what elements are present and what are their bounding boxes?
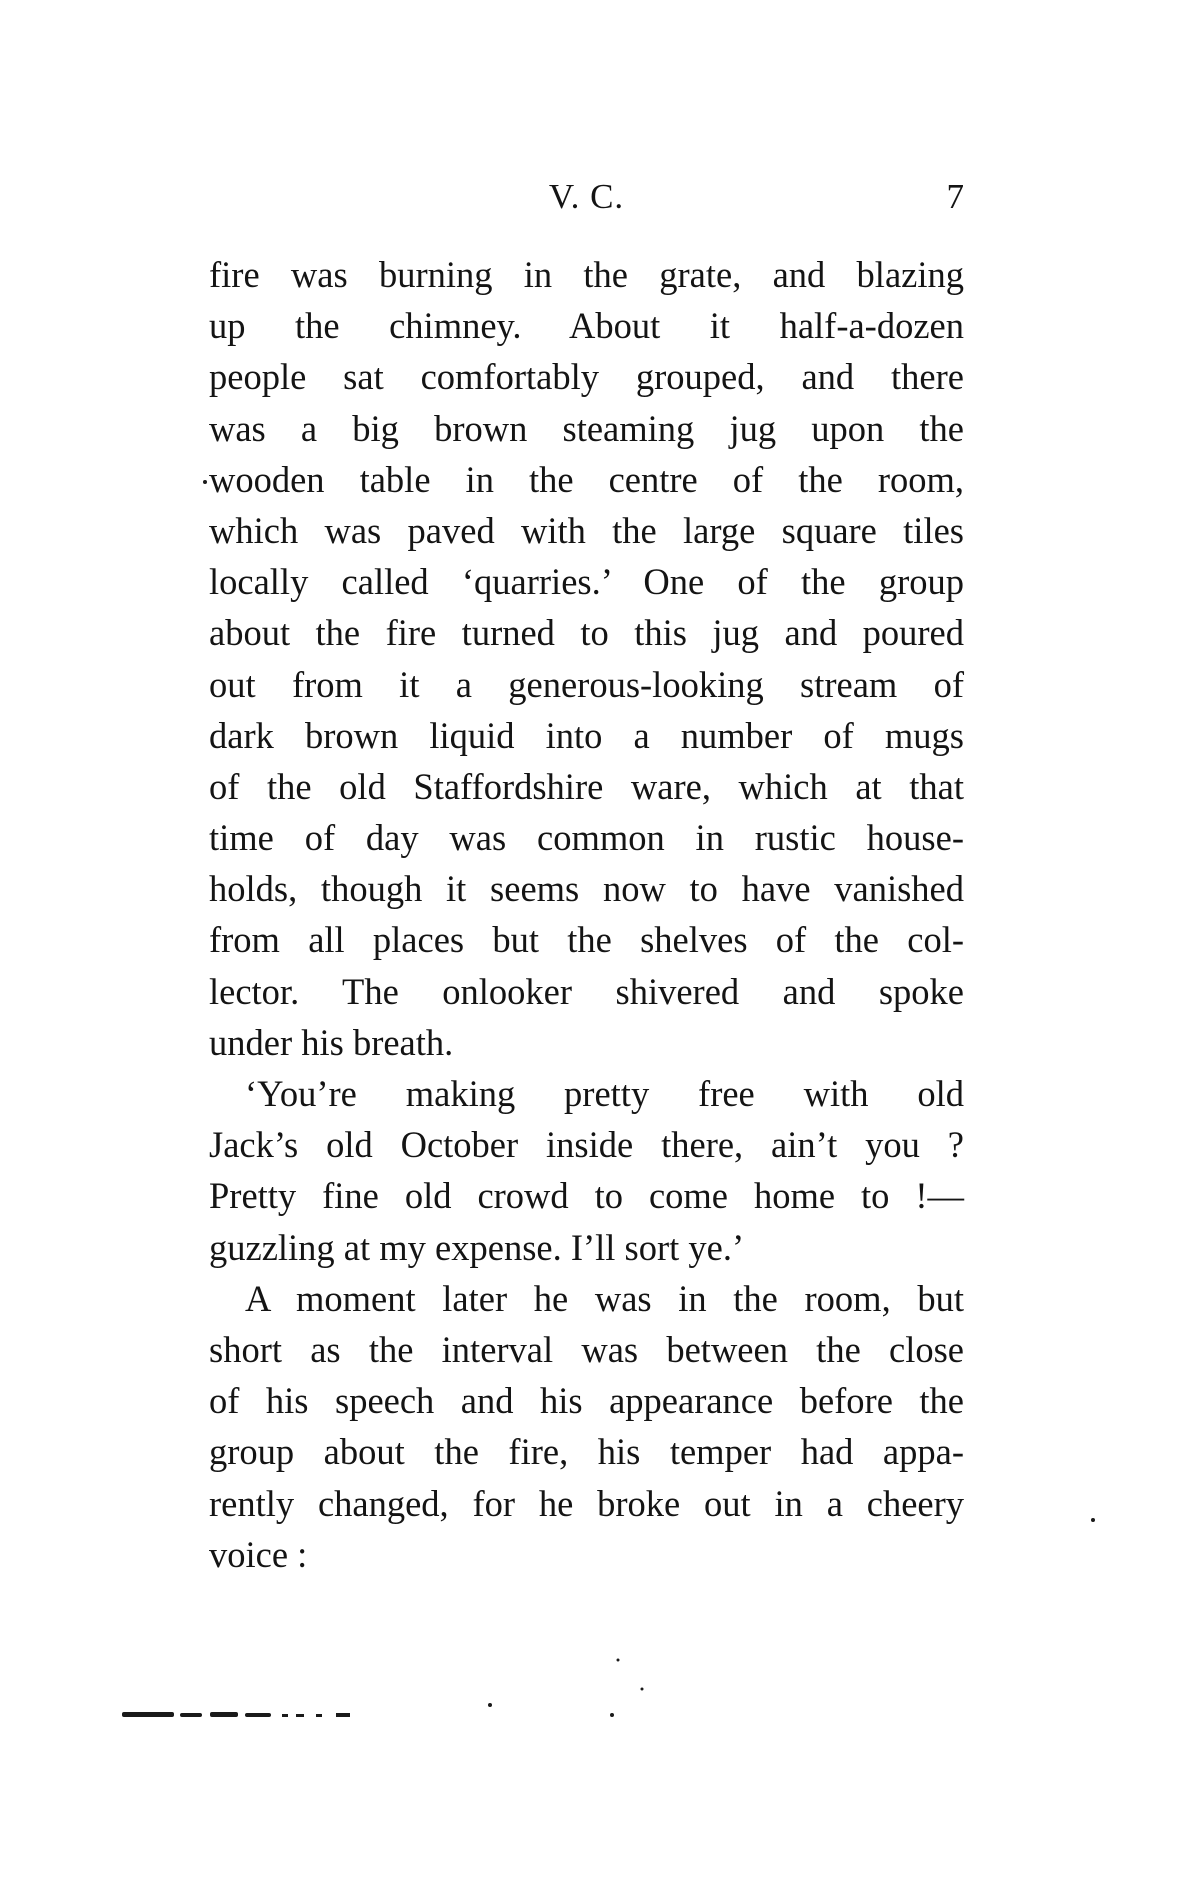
- dust-speck: [488, 1703, 492, 1707]
- running-head: V. C.: [548, 177, 625, 216]
- ink-smudge: [245, 1713, 271, 1717]
- dust-speck: [641, 1688, 644, 1691]
- text-line: time of day was common in rustic house-: [209, 817, 964, 859]
- ink-smudge: [122, 1712, 174, 1717]
- ink-smudge: [282, 1714, 288, 1717]
- ink-smudge: [180, 1713, 202, 1717]
- text-line: which was paved with the large square tiles: [209, 509, 964, 551]
- text-line: of his speech and his appearance before the: [209, 1380, 964, 1422]
- paragraph-first-line: ‘You’re making pretty free with old: [245, 1073, 964, 1114]
- text-line: dark brown liquid into a number of mugs: [209, 714, 964, 756]
- paragraph-end-line: voice :: [209, 1533, 308, 1575]
- text-line: from all places but the shelves of the col-: [209, 919, 964, 961]
- text-line: holds, though it seems now to have vanished: [209, 868, 964, 910]
- ink-smudge: [296, 1714, 304, 1717]
- text-line: Jack’s old October inside there, ain’t you ?: [209, 1124, 964, 1166]
- paragraph-end-line: guzzling at my expense. I’ll sort ye.’: [209, 1226, 745, 1268]
- ink-smudge: [316, 1714, 322, 1717]
- dust-speck: [610, 1713, 614, 1717]
- dust-speck: [1091, 1518, 1095, 1522]
- text-line: out from it a generous-looking stream of: [209, 663, 964, 705]
- text-line: lector. The onlooker shivered and spoke: [209, 970, 964, 1012]
- page-number: 7: [946, 177, 964, 216]
- text-line: was a big brown steaming jug upon the: [209, 407, 964, 449]
- text-line: people sat comfortably grouped, and there: [209, 356, 964, 398]
- text-line: up the chimney. About it half-a-dozen: [209, 305, 964, 347]
- dust-speck: [617, 1659, 620, 1662]
- text-line: short as the interval was between the close: [209, 1328, 964, 1370]
- dust-speck: [203, 480, 207, 484]
- paragraph-end-line: under his breath.: [209, 1021, 454, 1063]
- ink-smudge: [210, 1712, 238, 1717]
- text-line: of the old Staffordshire ware, which at that: [209, 765, 964, 807]
- text-line: Pretty fine old crowd to come home to !—: [209, 1175, 964, 1217]
- text-line: locally called ‘quarries.’ One of the group: [209, 561, 964, 603]
- text-line: rently changed, for he broke out in a cheery: [209, 1482, 964, 1524]
- text-line: wooden table in the centre of the room,: [209, 458, 964, 500]
- text-line: fire was burning in the grate, and blazing: [209, 254, 964, 295]
- paragraph-first-line: A moment later he was in the room, but: [245, 1277, 964, 1319]
- text-line: about the fire turned to this jug and poured: [209, 612, 964, 654]
- text-line: group about the fire, his temper had appa-: [209, 1431, 964, 1473]
- ink-smudge: [336, 1713, 350, 1717]
